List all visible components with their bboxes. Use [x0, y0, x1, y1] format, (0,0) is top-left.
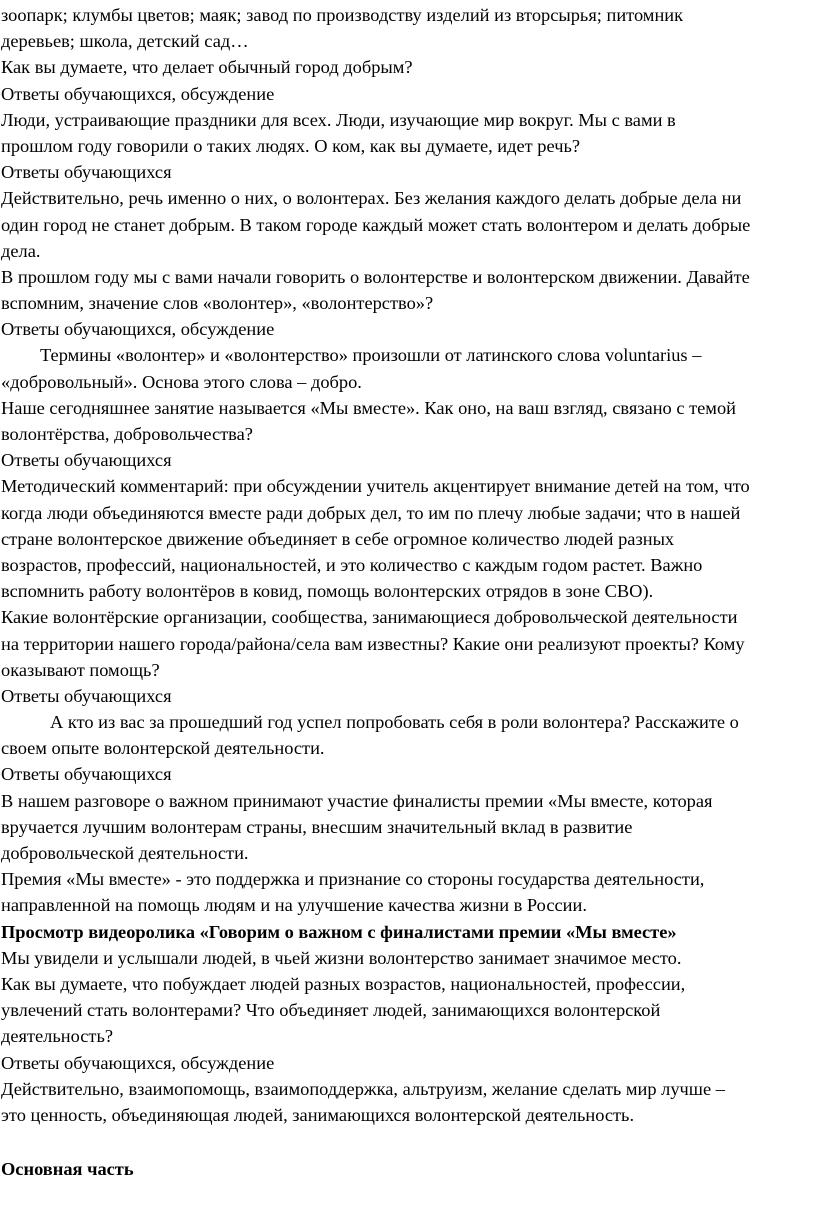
paragraph-gap — [0, 1128, 816, 1156]
video-heading: Просмотр видеоролика «Говорим о важном с финалистами премии «Мы вместе» — [1, 921, 677, 942]
text-line: оказывают помощь? — [1, 659, 160, 680]
text-line: волонтёрства, добровольчества? — [1, 424, 253, 444]
text-line: вручается лучшим волонтерам страны, внесшим значительный вклад в развитие — [1, 816, 633, 837]
text-line: увлечений стать волонтерами? Что объединяет людей, занимающихся волонтерской — [1, 1000, 661, 1021]
text-line: один город не станет добрым. В таком городе каждый может стать волонтером и делать добрые — [1, 214, 751, 235]
method-comment: стране волонтерское движение объединяет в себе огромное количество людей разных — [1, 528, 675, 549]
text-line: «добровольный». Основа этого слова – добро. — [1, 371, 362, 392]
text-line: Действительно, взаимопомощь, взаимоподдержка, альтруизм, желание сделать мир лучше – — [1, 1078, 725, 1099]
answers-note: Ответы обучающихся — [1, 450, 172, 471]
answers-note: Ответы обучающихся — [1, 685, 172, 706]
text-line: направленной на помощь людям и на улучшение качества жизни в России. — [1, 895, 587, 916]
answers-note: Ответы обучающихся, обсуждение — [1, 1052, 275, 1073]
text-line: Как вы думаете, что побуждает людей разных возрастов, национальностей, профессии, — [1, 973, 686, 994]
text-line: вспомним, значение слов «волонтер», «волонтерство»? — [1, 293, 434, 314]
text-line: зоопарк; клумбы цветов; маяк; завод по производству изделий из вторсырья; питомник — [1, 5, 684, 25]
section-heading: Основная часть — [1, 1159, 134, 1180]
text-line: В прошлом году мы с вами начали говорить о волонтерстве и волонтерском движении. Давайте — [1, 266, 750, 287]
text-line: на территории нашего города/района/села вам известны? Какие они реализуют проекты? Кому — [1, 633, 745, 654]
text-line: добровольческой деятельности. — [1, 843, 249, 863]
text-line: деревьев; школа, детский сад… — [1, 31, 249, 52]
text-line: Мы увидели и услышали людей, в чьей жизни волонтерство занимает значимое место. — [1, 947, 682, 968]
text-line: В нашем разговоре о важном принимают участие финалисты премии «Мы вместе, которая — [1, 790, 713, 811]
text-line: своем опыте волонтерской деятельности. — [1, 738, 325, 759]
answers-note: Ответы обучающихся — [1, 764, 172, 785]
answers-note: Ответы обучающихся, обсуждение — [1, 83, 275, 104]
text-line: Термины «волонтер» и «волонтерство» произошли от латинского слова voluntarius – — [40, 345, 702, 366]
text-line: прошлом году говорили о таких людях. О ком, как вы думаете, идет речь? — [1, 135, 580, 156]
method-comment: Методический комментарий: при обсуждении учитель акцентирует внимание детей на том, что — [1, 476, 750, 497]
answers-note: Ответы обучающихся — [1, 162, 172, 183]
method-comment: когда люди объединяются вместе ради добрых дел, то им по плечу любые задачи; что в нашей — [1, 502, 741, 523]
text-line: это ценность, объединяющая людей, занимающихся волонтерской деятельность. — [1, 1104, 635, 1125]
text-line: Какие волонтёрские организации, сообщества, занимающиеся добровольческой деятельности — [1, 607, 738, 628]
text-line: деятельность? — [1, 1026, 113, 1047]
method-comment: возрастов, профессий, национальностей, и это количество с каждым годом растет. Важно — [1, 554, 703, 575]
text-line: дела. — [1, 240, 41, 261]
question-line: Как вы думаете, что делает обычный город добрым? — [1, 57, 413, 78]
text-line: Люди, устраивающие праздники для всех. Люди, изучающие мир вокруг. Мы с вами в — [1, 109, 676, 130]
method-comment: вспомнить работу волонтёров в ковид, помощь волонтерских отрядов в зоне СВО). — [1, 581, 654, 602]
text-line: А кто из вас за прошедший год успел попробовать себя в роли волонтера? Расскажите о — [50, 712, 739, 733]
answers-note: Ответы обучающихся, обсуждение — [1, 319, 275, 340]
text-line: Действительно, речь именно о них, о волонтерах. Без желания каждого делать добрые дела ни — [1, 188, 742, 209]
text-line: Премия «Мы вместе» - это поддержка и признание со стороны государства деятельности, — [1, 869, 705, 890]
text-line: Наше сегодняшнее занятие называется «Мы вместе». Как оно, на ваш взгляд, связано с темой — [1, 397, 736, 418]
